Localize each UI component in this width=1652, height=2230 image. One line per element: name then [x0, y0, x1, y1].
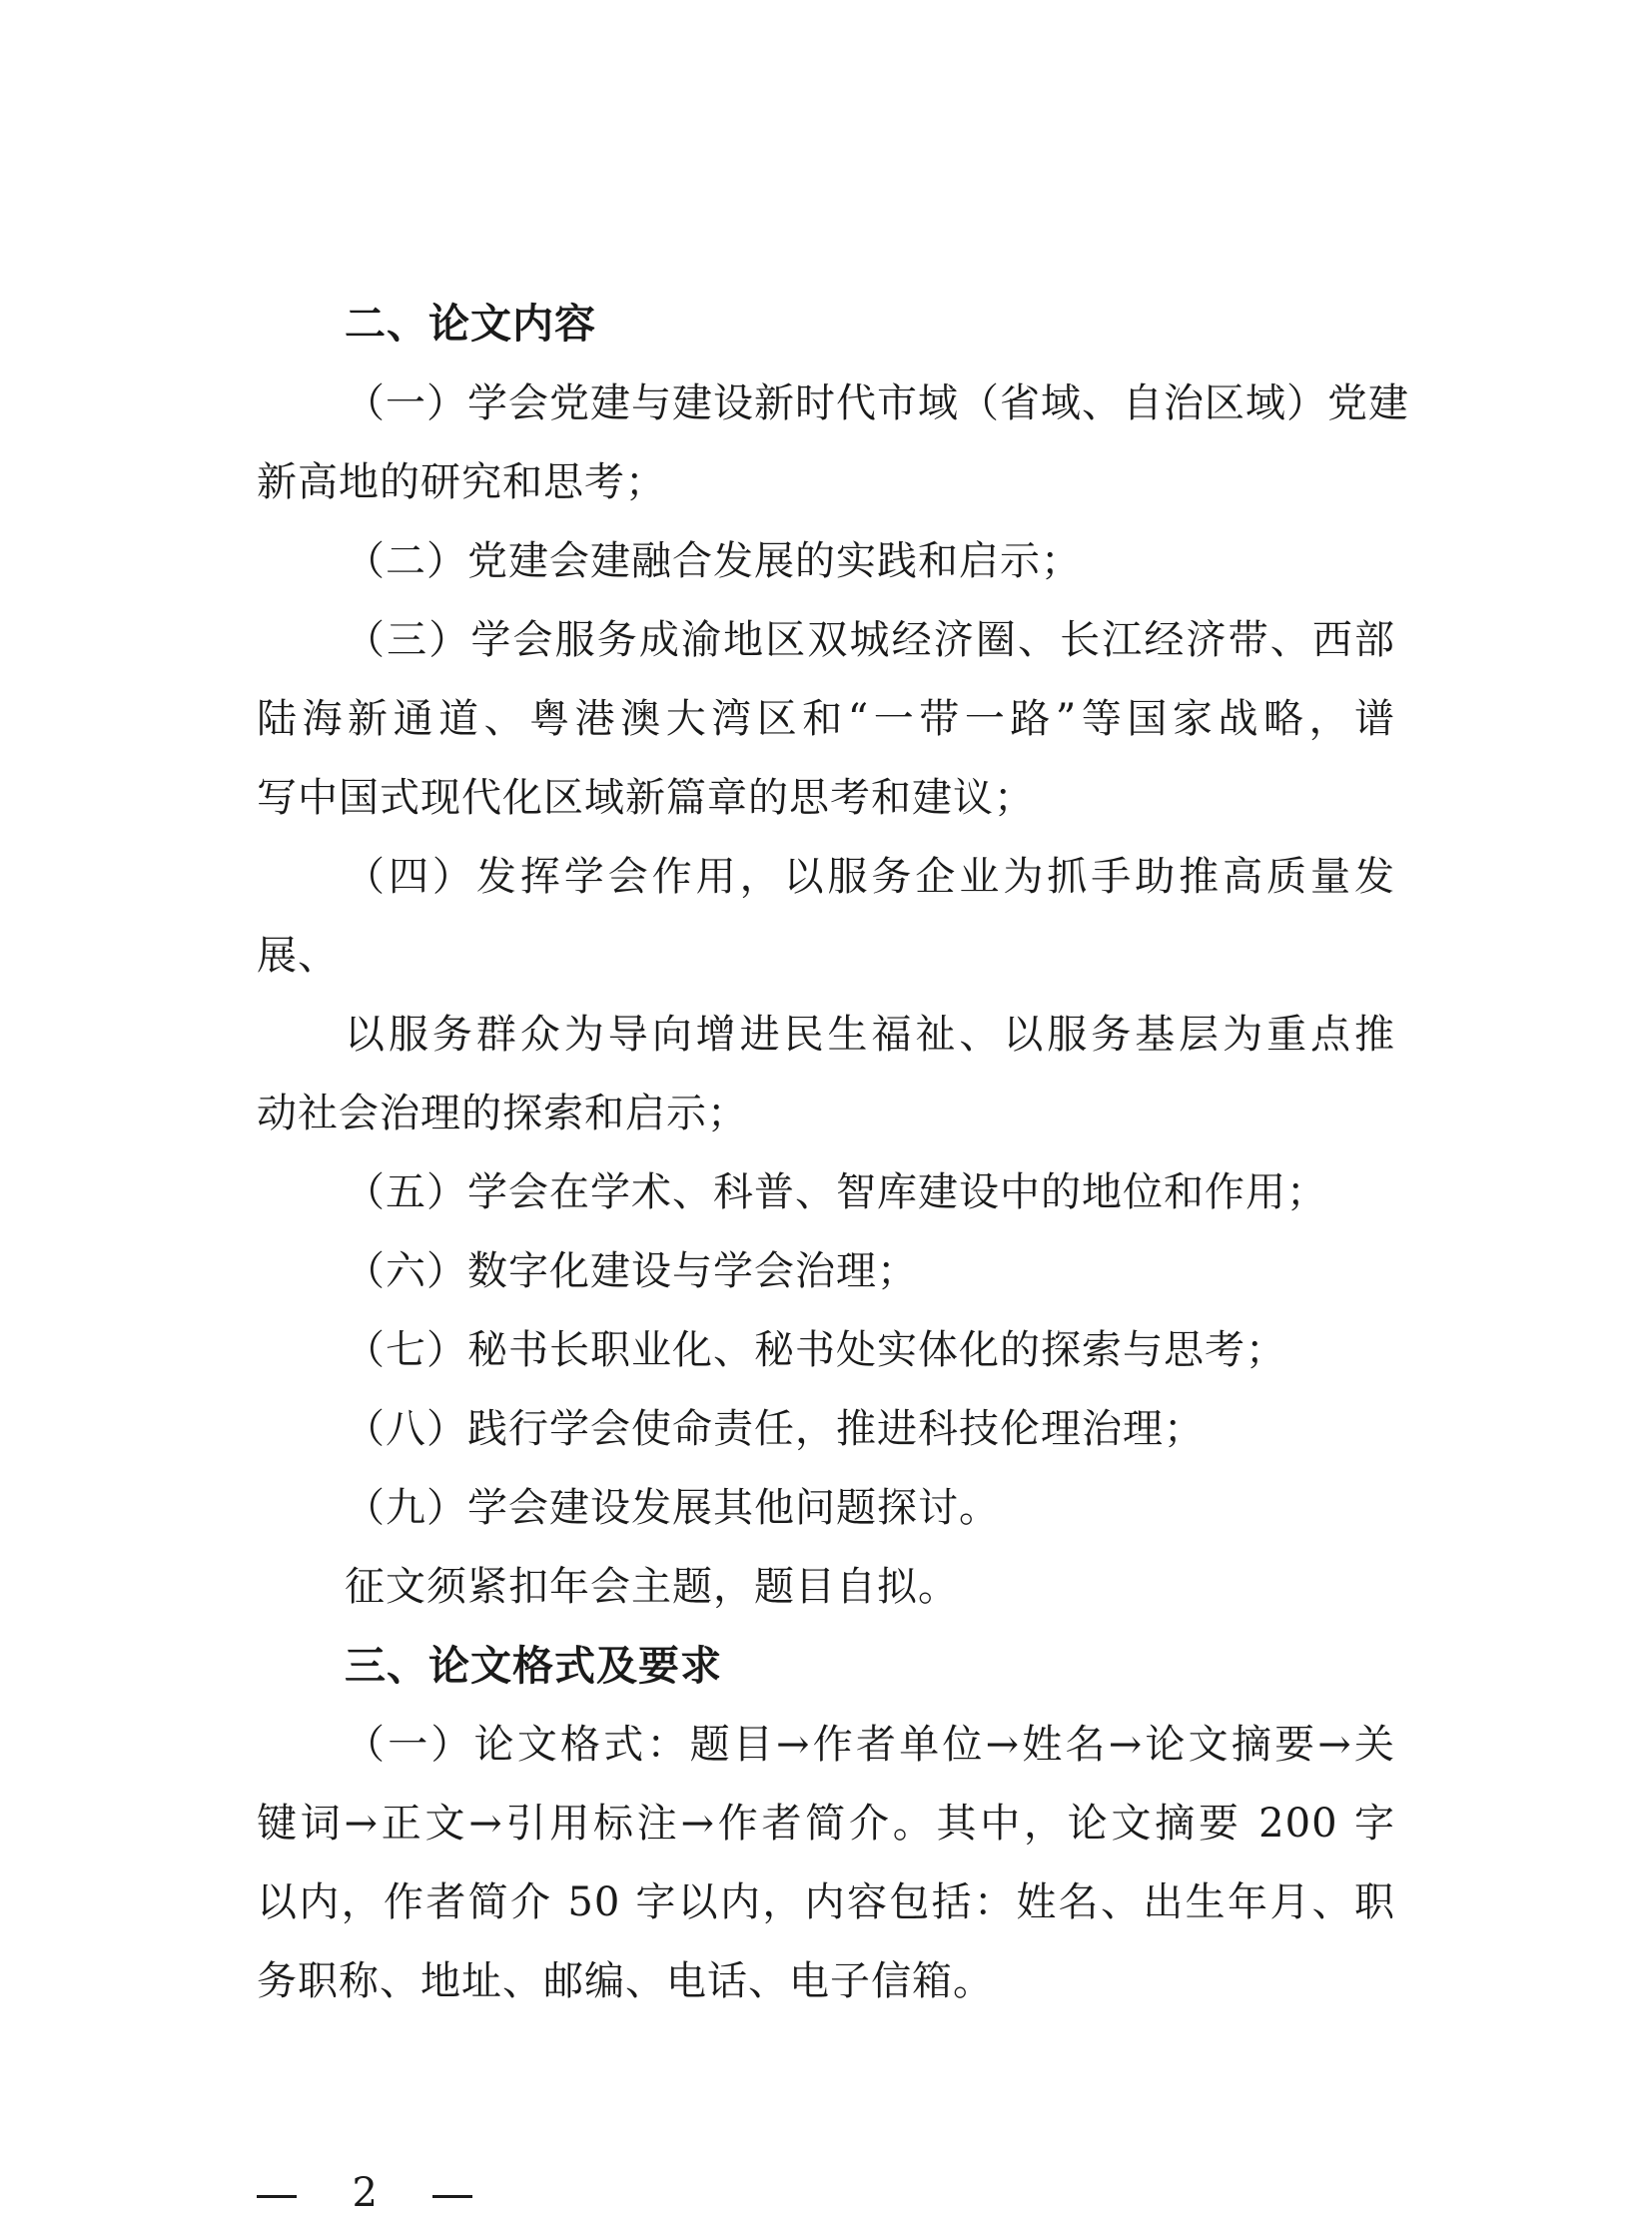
- list-item-1-line-2: 新高地的研究和思考；: [257, 459, 666, 505]
- section-heading-content: 二、论文内容: [345, 300, 596, 348]
- footer-dash-right: [432, 2195, 472, 2198]
- list-item-4-line-3: 以服务群众为导向增进民生福祉、以服务基层为重点推: [345, 1012, 1395, 1058]
- list-item-5: （五）学会在学术、科普、智库建设中的地位和作用；: [345, 1169, 1327, 1215]
- list-item-4-line-1: （四）发挥学会作用，以服务企业为抓手助推高质量发: [345, 854, 1395, 900]
- page-footer: [257, 2169, 472, 2217]
- format-item-1-line-4: 务职称、地址、邮编、电话、电子信箱。: [257, 1958, 994, 2004]
- list-item-9: （九）学会建设发展其他问题探讨。: [345, 1485, 1000, 1531]
- list-item-6: （六）数字化建设与学会治理；: [345, 1248, 918, 1294]
- list-item-8: （八）践行学会使命责任，推进科技伦理治理；: [345, 1406, 1205, 1452]
- format-item-1-line-1: （一）论文格式：题目→作者单位→姓名→论文摘要→关: [345, 1722, 1395, 1768]
- list-item-7: （七）秘书长职业化、秘书处实体化的探索与思考；: [345, 1327, 1286, 1373]
- page-number: 2: [352, 2170, 378, 2216]
- list-item-1-line-1: （一）学会党建与建设新时代市域（省域、自治区域）党建: [345, 380, 1409, 426]
- footer-dash-left: [257, 2195, 297, 2198]
- list-item-3-line-3: 写中国式现代化区域新篇章的思考和建议；: [257, 775, 1035, 821]
- list-item-3-line-1: （三）学会服务成渝地区双城经济圈、长江经济带、西部: [345, 617, 1395, 663]
- list-item-4-line-2: 展、: [257, 933, 339, 979]
- list-item-4-line-4: 动社会治理的探索和启示；: [257, 1091, 748, 1136]
- list-item-2: （二）党建会建融合发展的实践和启示；: [345, 538, 1082, 584]
- format-item-1-line-3: 以内，作者简介 50 字以内，内容包括：姓名、出生年月、职: [257, 1879, 1395, 1925]
- list-item-3-line-2: 陆海新通道、粤港澳大湾区和“一带一路”等国家战略，谱: [257, 696, 1395, 742]
- format-item-1-line-2: 键词→正文→引用标注→作者简介。其中，论文摘要 200 字: [257, 1801, 1395, 1847]
- section-heading-format: 三、论文格式及要求: [345, 1642, 722, 1690]
- note-paragraph: 征文须紧扣年会主题，题目自拟。: [345, 1564, 959, 1610]
